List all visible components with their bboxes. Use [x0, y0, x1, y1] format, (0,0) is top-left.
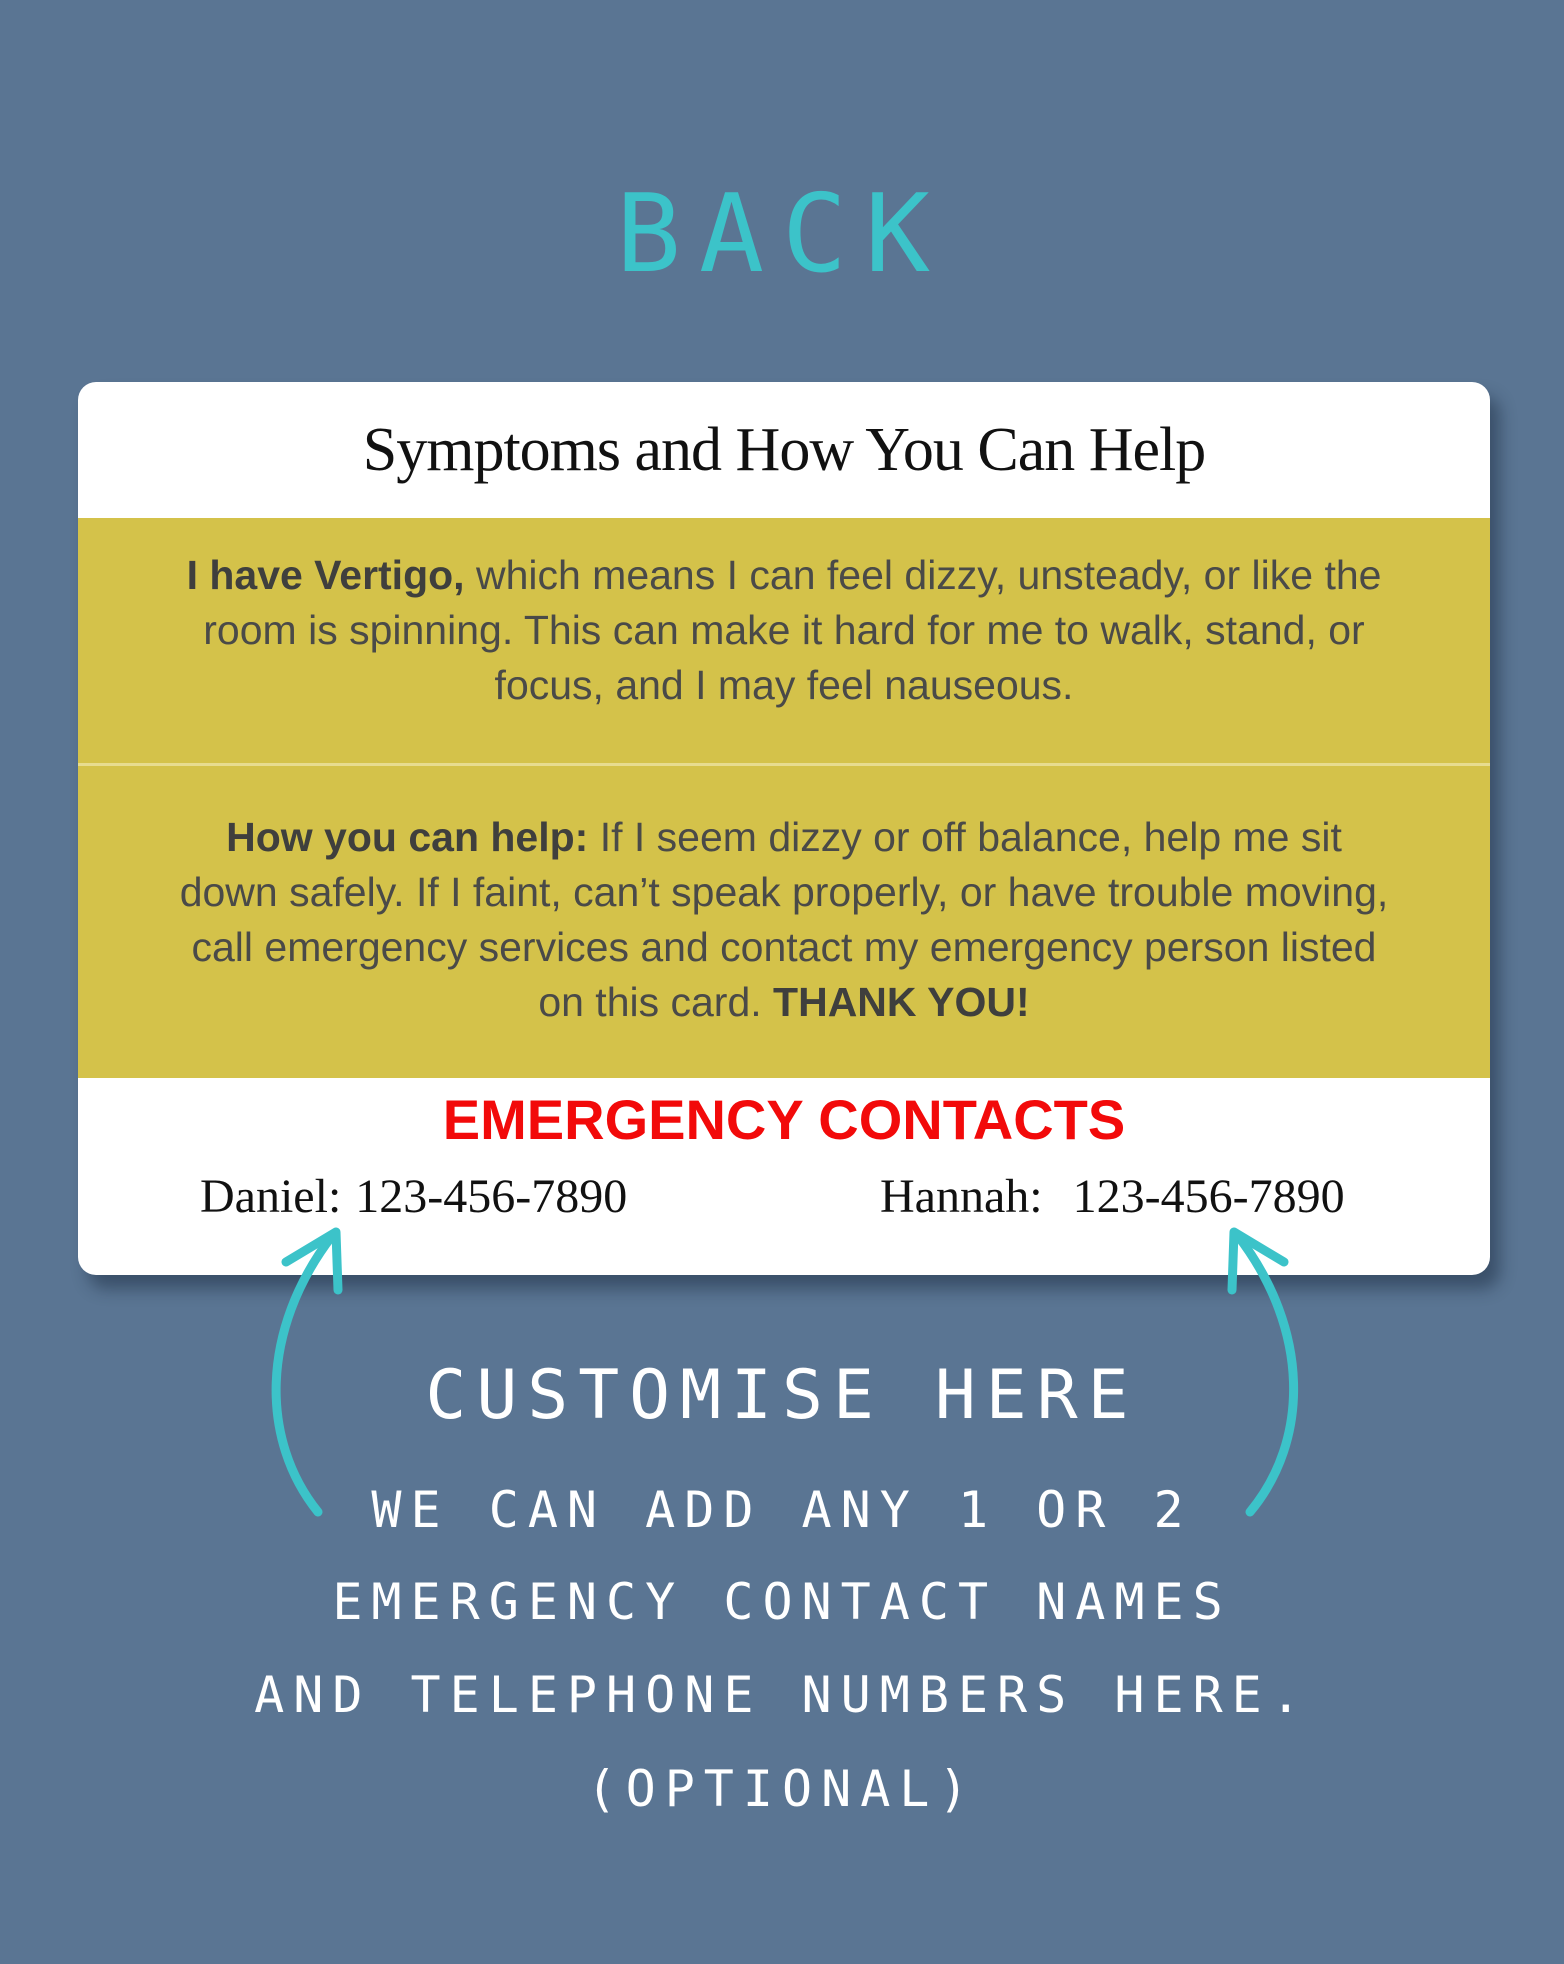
emergency-card — [78, 382, 1490, 1275]
customise-title: CUSTOMISE HERE — [425, 1356, 1139, 1435]
symptoms-lead: I have Vertigo, — [186, 552, 465, 598]
panel-divider — [78, 763, 1490, 766]
contact-name: Hannah: — [880, 1170, 1043, 1223]
customise-note-line: EMERGENCY CONTACT NAMES — [332, 1573, 1232, 1631]
customise-note-line: WE CAN ADD ANY 1 OR 2 — [371, 1481, 1193, 1539]
help-lead: How you can help: — [226, 814, 589, 860]
contact-name: Daniel: — [200, 1170, 342, 1223]
symptoms-paragraph — [178, 548, 1390, 713]
help-text: If I seem dizzy or off balance, help me sit down safely. If I faint, can’t speak properly, or have trouble moving, call emergency services and contact my emergency person listed on this card. — [179, 814, 1389, 1025]
contact-phone: 123-456-7890 — [355, 1170, 628, 1223]
customise-note-line: AND TELEPHONE NUMBERS HERE. — [254, 1666, 1310, 1724]
emergency-contacts-title: EMERGENCY CONTACTS — [442, 1088, 1126, 1151]
help-paragraph — [178, 810, 1390, 1030]
card-heading: Symptoms and How You Can Help — [362, 416, 1206, 484]
customise-note-line: (OPTIONAL) — [586, 1760, 978, 1818]
page-title: BACK — [615, 172, 949, 297]
contact-phone: 123-456-7890 — [1072, 1170, 1345, 1223]
symptoms-text: which means I can feel dizzy, unsteady, or like the room is spinning. This can make it hard for me to walk, stand, or focus, and I may feel nauseous. — [203, 552, 1382, 708]
info-panel — [78, 518, 1490, 1078]
help-closing: THANK YOU! — [773, 979, 1030, 1025]
